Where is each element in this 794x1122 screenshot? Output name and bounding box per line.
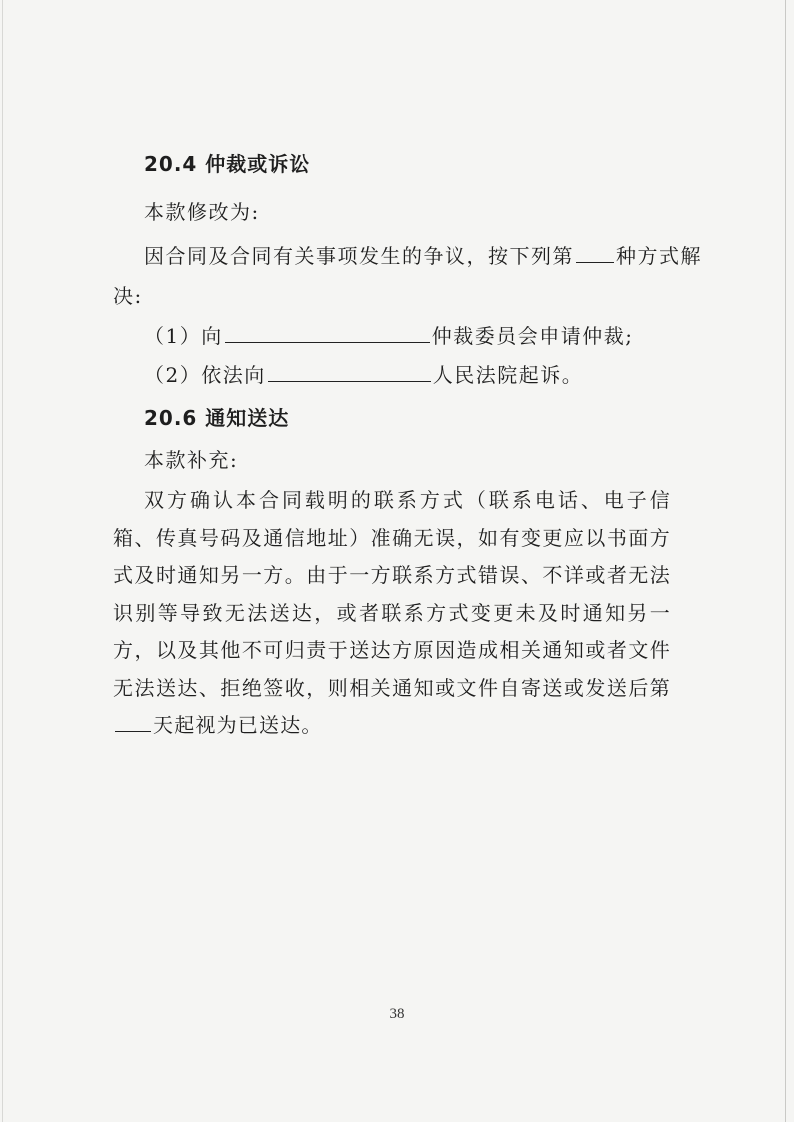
arbitration-commission-blank[interactable] <box>225 322 430 343</box>
dispute-resolution-line <box>144 240 702 269</box>
delivery-days-blank[interactable] <box>115 711 151 732</box>
section-20-6-intro: 本款补充: <box>144 448 239 472</box>
notice-delivery-paragraph <box>113 482 671 745</box>
option-arbitration <box>144 320 633 349</box>
option1-prefix: （1）向 <box>144 324 223 348</box>
section-20-4-intro: 本款修改为: <box>144 200 260 224</box>
notice-body-b: 天起视为已送达。 <box>153 713 323 737</box>
option1-suffix: 仲裁委员会申请仲裁; <box>431 324 634 348</box>
section-heading-20-4: 20.4 仲裁或诉讼 <box>144 152 311 176</box>
scan-edge-left <box>2 0 3 1122</box>
option2-suffix: 人民法院起诉。 <box>432 363 584 387</box>
section-heading-20-6: 20.6 通知送达 <box>144 406 290 430</box>
scan-edge-right <box>785 0 786 1122</box>
method-number-blank[interactable] <box>576 242 614 263</box>
page-number: 38 <box>389 1006 405 1022</box>
notice-body-a: 双方确认本合同载明的联系方式（联系电话、电子信箱、传真号码及通信地址）准确无误，如有变更应以书面方式及时通知另一方。由于一方联系方式错误、不详或者无法识别等导致无法送达，或者联系方式变更未及时通知另一方，以及其他不可归责于送达方原因造成相关通知或者文件无法送达、拒绝签收，则相关通知或文件自寄送或发送后第 <box>113 488 671 700</box>
court-name-blank[interactable] <box>268 361 431 382</box>
dispute-text-c: 决: <box>113 284 143 308</box>
option2-prefix: （2）依法向 <box>144 363 266 387</box>
option-litigation <box>144 359 583 388</box>
dispute-text-b: 种方式解 <box>616 244 702 268</box>
dispute-text-a: 因合同及合同有关事项发生的争议，按下列第 <box>144 244 574 268</box>
